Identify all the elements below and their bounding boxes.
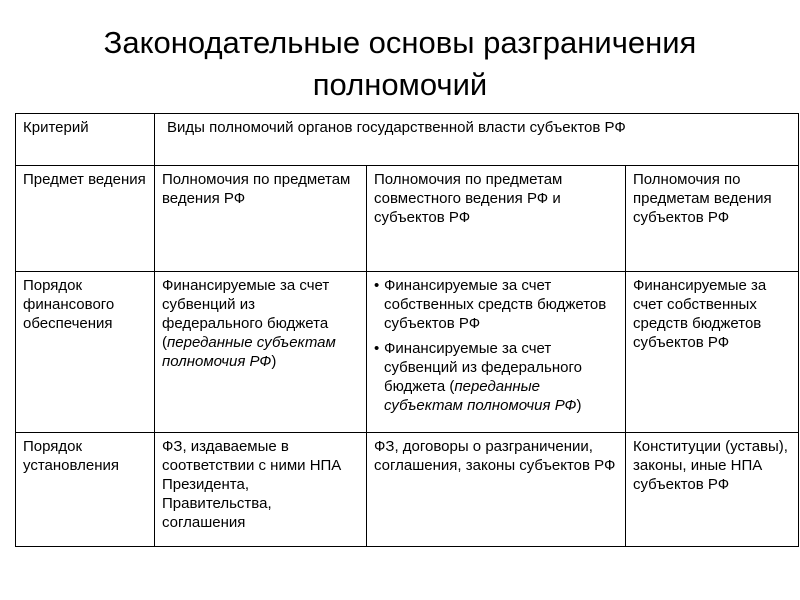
finance-col2-item2-close: ): [576, 397, 582, 414]
cell-finance-col3: Финансируемые за счет собственных средств бюджетов субъектов РФ: [626, 272, 799, 433]
cell-finance-col1: [155, 272, 367, 433]
table-row-subject: [16, 166, 799, 272]
finance-col2-item2-text: Финансируемые за счет субвенций из федерального бюджета (: [384, 340, 582, 395]
cell-subject-col3: Полномочия по предметам ведения субъектов РФ: [626, 166, 799, 272]
list-item: [374, 339, 618, 415]
cell-subject-col2: Полномочия по предметам совместного ведения РФ и субъектов РФ: [367, 166, 626, 272]
list-item: [374, 276, 618, 333]
title-line-1: Законодательные основы разграничения: [103, 25, 697, 60]
finance-col1-text: Финансируемые за счет субвенций из федерального бюджета (: [162, 277, 330, 351]
cell-subject-label: Предмет ведения: [16, 166, 155, 272]
title-line-2: полномочий: [312, 67, 488, 102]
finance-col1-close: ): [271, 353, 277, 370]
bullet-icon: •: [374, 340, 380, 357]
cell-establish-label: Порядок установления: [16, 433, 155, 547]
table-header-row: [16, 114, 799, 166]
table-row-finance: [16, 272, 799, 433]
header-kinds: Виды полномочий органов государственной власти субъектов РФ: [155, 114, 799, 166]
cell-establish-col2: ФЗ, договоры о разграничении, соглашения, законы субъектов РФ: [367, 433, 626, 547]
bullet-icon: •: [374, 277, 380, 294]
header-criterion: Критерий: [16, 114, 155, 166]
cell-finance-label: Порядок финансового обеспечения: [16, 272, 155, 433]
table-row-establish: [16, 433, 799, 547]
page-title: [0, 22, 800, 106]
cell-establish-col1: ФЗ, издаваемые в соответствии с ними НПА Президента, Правительства, соглашения: [155, 433, 367, 547]
finance-col2-item1: Финансируемые за счет собственных средств бюджетов субъектов РФ: [384, 277, 607, 332]
finance-col2-item2-italic: переданные субъектам полномочия РФ: [384, 378, 577, 414]
cell-subject-col1: Полномочия по предметам ведения РФ: [155, 166, 367, 272]
cell-establish-col3: Конституции (уставы), законы, иные НПА субъектов РФ: [626, 433, 799, 547]
finance-col1-italic: переданные субъектам полномочия РФ: [162, 334, 336, 370]
cell-finance-col2: [367, 272, 626, 433]
powers-table: [15, 113, 799, 547]
